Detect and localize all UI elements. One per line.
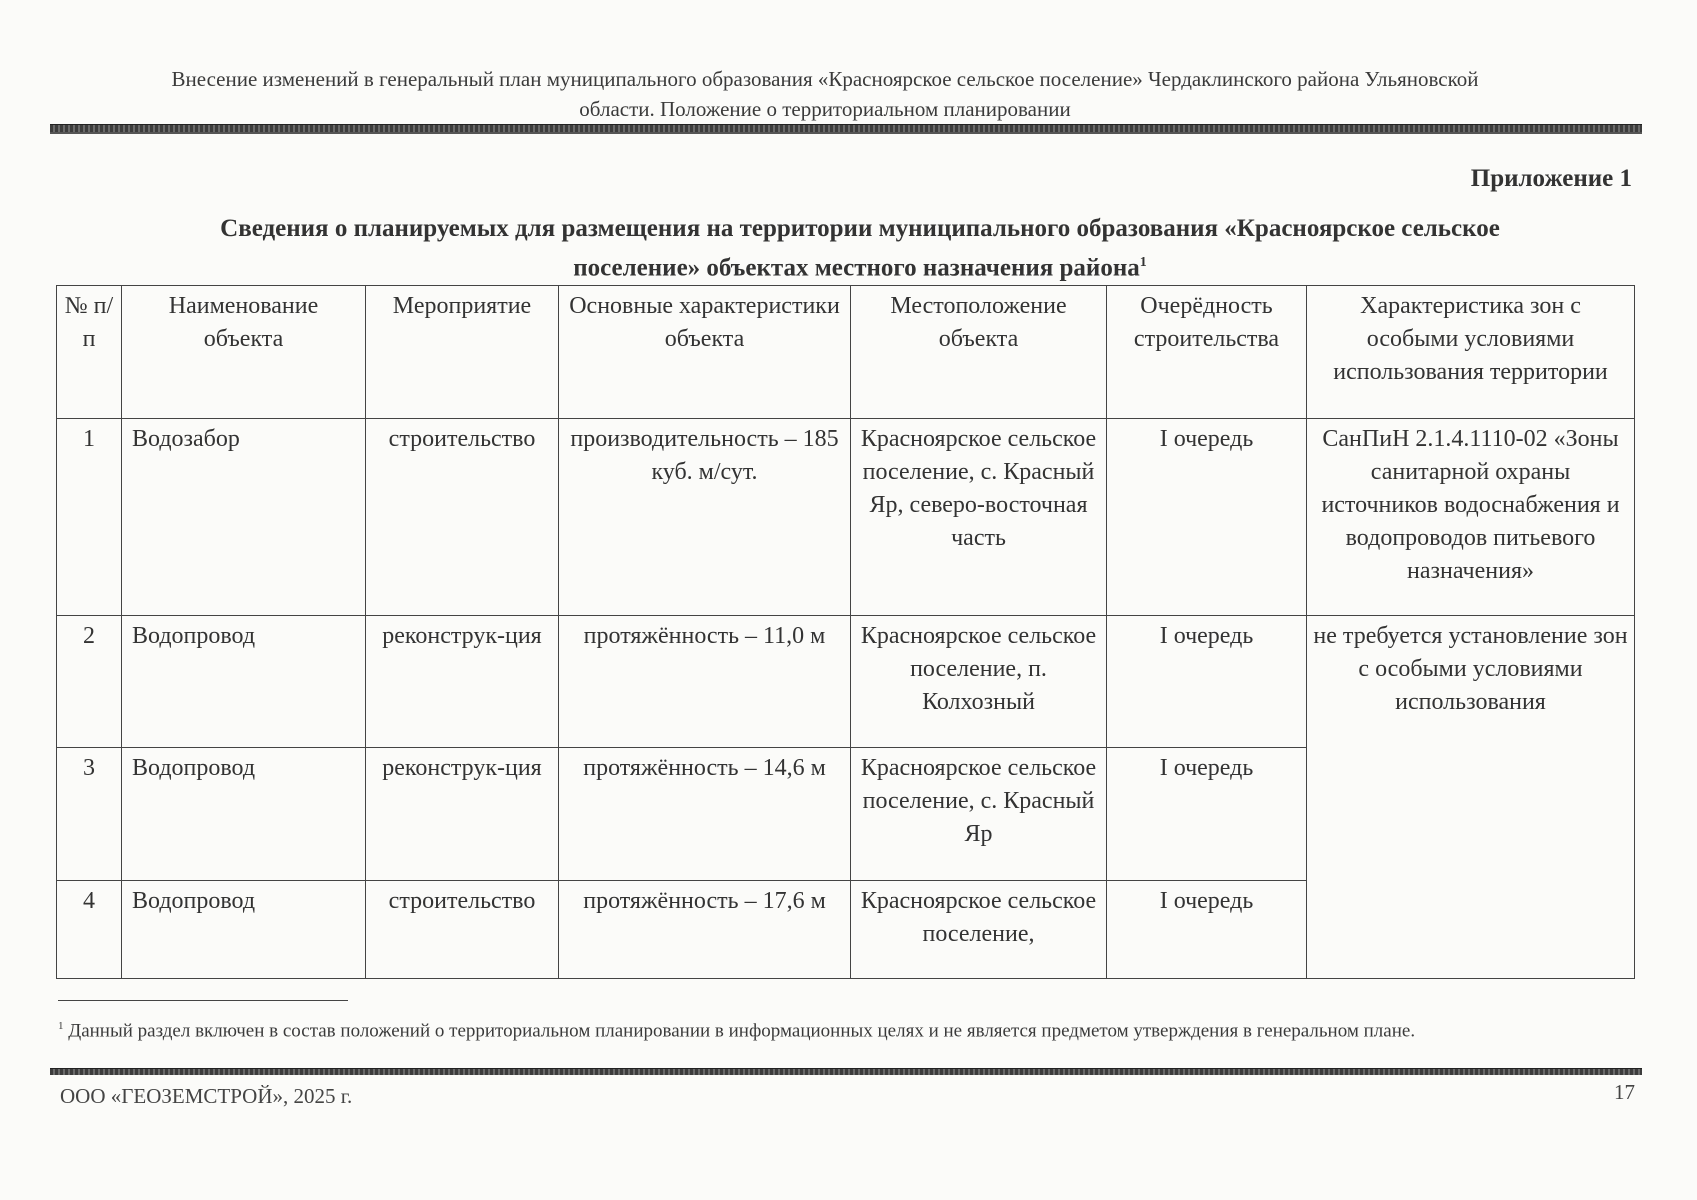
footnote-rule [58,1000,348,1001]
cell-num: 1 [57,419,122,616]
footnote [58,1013,1640,1044]
cell-characteristics: протяжённость – 17,6 м [559,881,851,979]
cell-zones-merged: не требуется установление зон с особыми условиями использования [1307,616,1635,979]
cell-name: Водозабор [122,419,366,616]
cell-location: Красноярское сельское поселение, с. Красный Яр, северо-восточная часть [851,419,1107,616]
footnote-marker: 1 [58,1020,64,1032]
footer-company: ООО «ГЕОЗЕМСТРОЙ», 2025 г. [60,1084,353,1108]
title-line-2-text: поселение» объектах местного назначения района [573,254,1140,282]
cell-num: 4 [57,881,122,979]
cell-num: 3 [57,748,122,881]
header-line-2: области. Положение о территориальном планировании [579,97,1071,121]
cell-characteristics: протяжённость – 14,6 м [559,748,851,881]
header-stage: Очерёдность строительства [1107,286,1307,419]
cell-location: Красноярское сельское поселение, [851,881,1107,979]
cell-stage: I очередь [1107,616,1307,748]
footer-rule [50,1068,1642,1075]
header-num: № п/п [57,286,122,419]
cell-stage: I очередь [1107,419,1307,616]
objects-table [56,285,1635,979]
cell-action: реконструк-ция [366,616,559,748]
cell-name: Водопровод [122,616,366,748]
cell-action: реконструк-ция [366,748,559,881]
cell-location: Красноярское сельское поселение, с. Красный Яр [851,748,1107,881]
cell-stage: I очередь [1107,748,1307,881]
cell-name: Водопровод [122,748,366,881]
title-line-2 [110,246,1610,285]
header-location: Местоположение объекта [851,286,1107,419]
header-action: Мероприятие [366,286,559,419]
cell-action: строительство [366,419,559,616]
page-header [60,64,1590,124]
header-rule [50,124,1642,134]
cell-stage: I очередь [1107,881,1307,979]
table-header-row [57,286,1635,419]
cell-num: 2 [57,616,122,748]
title-line-1: Сведения о планируемых для размещения на территории муниципального образования «Красноярское сельское [220,215,1500,242]
title-footnote-marker: 1 [1139,255,1147,270]
footnote-text: Данный раздел включен в состав положений о территориальном планировании в информационных целях и не является предметом утверждения в генеральном плане. [68,1020,1416,1042]
table-row [57,419,1635,616]
table-row [57,616,1635,748]
document-title [110,212,1610,285]
header-line-1: Внесение изменений в генеральный план муниципального образования «Красноярское сельское поселение» Чердаклинского района Ульяновской [171,67,1479,91]
header-zones: Характеристика зон с особыми условиями использования территории [1307,286,1635,419]
page-number: 17 [1614,1080,1635,1104]
cell-location: Красноярское сельское поселение, п. Колхозный [851,616,1107,748]
header-name: Наименование объекта [122,286,366,419]
cell-characteristics: протяжённость – 11,0 м [559,616,851,748]
header-characteristics: Основные характеристики объекта [559,286,851,419]
cell-zones: СанПиН 2.1.4.1110-02 «Зоны санитарной охраны источников водоснабжения и водопроводов питьевого назначения» [1307,419,1635,616]
appendix-label: Приложение 1 [1470,165,1632,192]
cell-action: строительство [366,881,559,979]
cell-name: Водопровод [122,881,366,979]
cell-characteristics: производительность – 185 куб. м/сут. [559,419,851,616]
